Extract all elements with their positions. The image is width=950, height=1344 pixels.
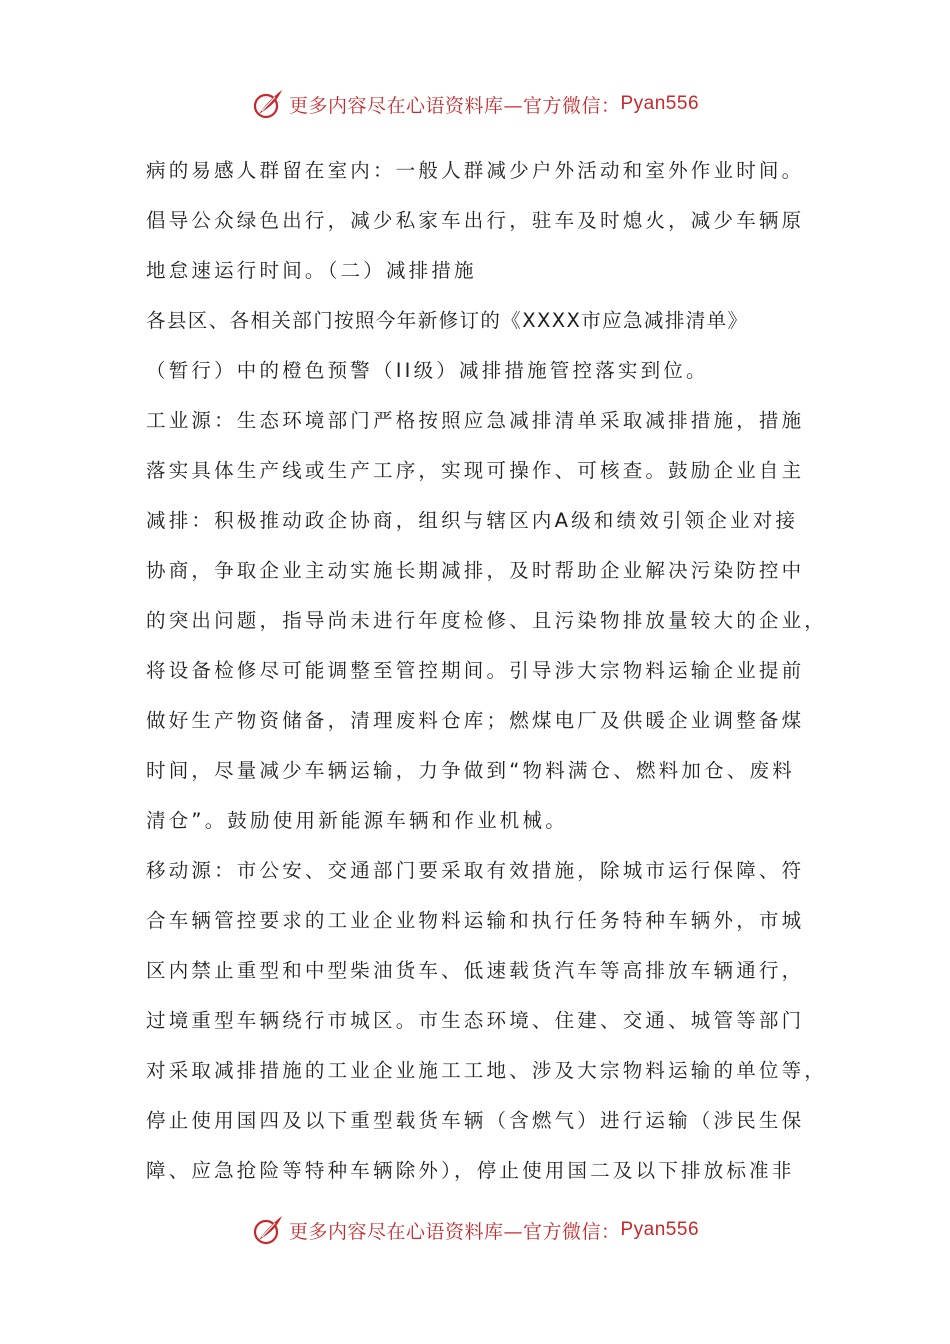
banner-text: 更多内容尽在心语资料库—官方微信： bbox=[288, 94, 621, 117]
text-line: 的突出问题，指导尚未进行年度检修、且污染物排放量较大的企业， bbox=[146, 609, 828, 632]
text-line: 时间，尽量减少车辆运输，力争做到“物料满仓、燃料加仓、废料 bbox=[146, 759, 795, 782]
text-line: 障、应急抢险等特种车辆除外），停止使用国二及以下排放标准非 bbox=[146, 1159, 795, 1182]
header-watermark-banner bbox=[0, 84, 950, 124]
text-line: 各县区、各相关部门按照今年新修订的《XXXX市应急减排清单》 bbox=[146, 309, 749, 332]
text-line: 将设备检修尽可能调整至管控期间。引导涉大宗物料运输企业提前 bbox=[146, 659, 805, 682]
text-line: 合车辆管控要求的工业企业物料运输和执行任务特种车辆外，市城 bbox=[146, 909, 805, 932]
wechat-id: Pyan556 bbox=[620, 93, 700, 114]
text-line: 落实具体生产线或生产工序，实现可操作、可核查。鼓励企业自主 bbox=[146, 459, 805, 482]
text-line: 做好生产物资储备，清理废料仓库；燃煤电厂及供暖企业调整备煤 bbox=[146, 709, 805, 732]
quill-logo-icon bbox=[251, 1213, 285, 1247]
quill-logo-icon bbox=[251, 87, 285, 121]
text-line: 工业源：生态环境部门严格按照应急减排清单采取减排措施，措施 bbox=[146, 409, 805, 432]
text-line: 减排：积极推动政企协商，组织与辖区内A级和绩效引领企业对接 bbox=[146, 509, 799, 532]
text-line: 病的易感人群留在室内：一般人群减少户外活动和室外作业时间。 bbox=[146, 159, 805, 182]
wechat-id: Pyan556 bbox=[620, 1219, 700, 1240]
document-body bbox=[146, 146, 828, 1196]
text-line: 倡导公众绿色出行，减少私家车出行，驻车及时熄火，减少车辆原 bbox=[146, 209, 805, 232]
text-line: 区内禁止重型和中型柴油货车、低速载货汽车等高排放车辆通行， bbox=[146, 959, 805, 982]
text-line: 移动源：市公安、交通部门要采取有效措施，除城市运行保障、符 bbox=[146, 859, 805, 882]
text-line: 协商，争取企业主动实施长期减排，及时帮助企业解决污染防控中 bbox=[146, 559, 805, 582]
text-line: 过境重型车辆绕行市城区。市生态环境、住建、交通、城管等部门 bbox=[146, 1009, 805, 1032]
banner-text: 更多内容尽在心语资料库—官方微信： bbox=[288, 1220, 621, 1243]
text-line: 停止使用国四及以下重型载货车辆（含燃气）进行运输（涉民生保 bbox=[146, 1109, 805, 1132]
text-line: 对采取减排措施的工业企业施工工地、涉及大宗物料运输的单位等， bbox=[146, 1059, 828, 1082]
text-line: 地怠速运行时间。（二）减排措施 bbox=[146, 259, 477, 282]
text-line: 清仓”。鼓励使用新能源车辆和作业机械。 bbox=[146, 809, 568, 832]
footer-watermark-banner bbox=[0, 1210, 950, 1250]
text-line: （暂行）中的橙色预警（II级）减排措施管控落实到位。 bbox=[146, 359, 709, 382]
